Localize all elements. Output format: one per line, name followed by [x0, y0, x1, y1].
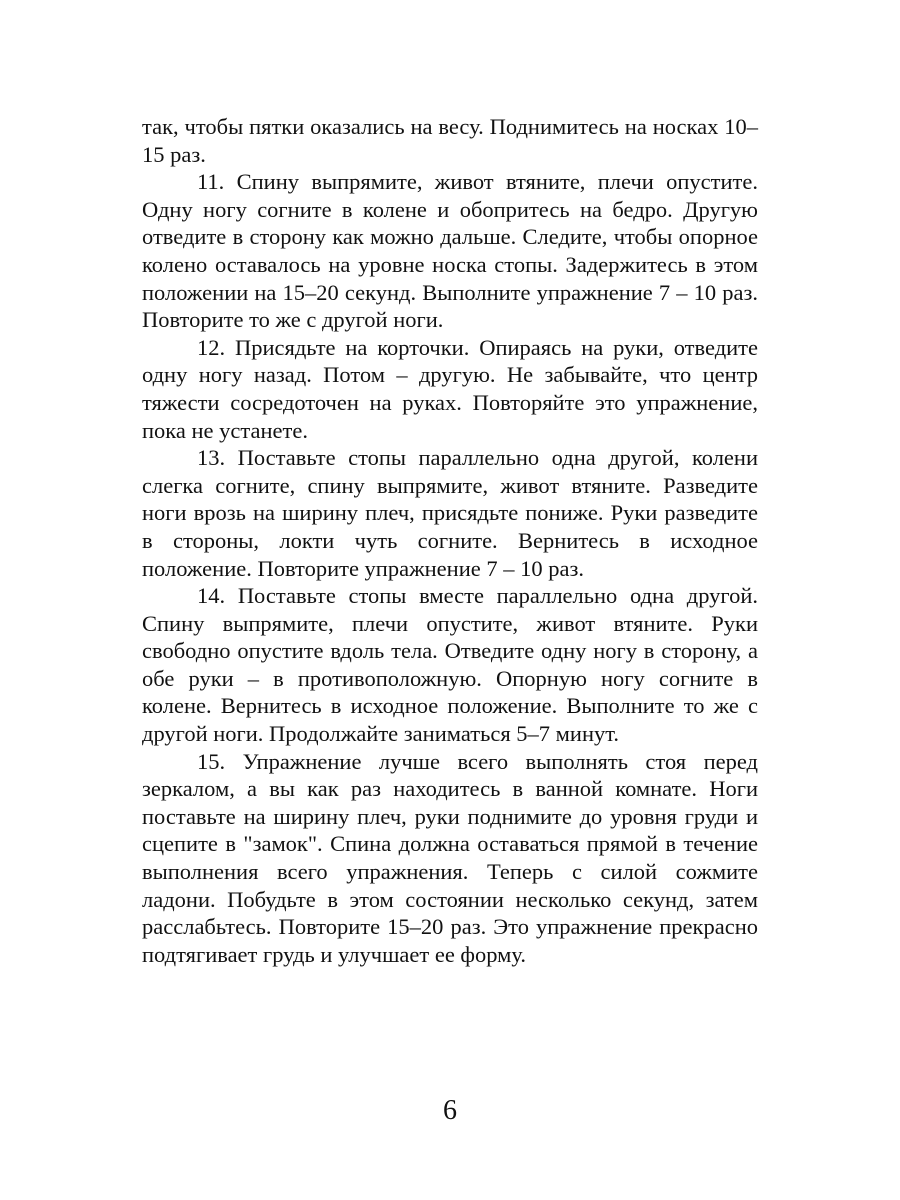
- paragraph-continuation: так, чтобы пятки оказались на весу. Поднимитесь на носках 10–15 раз.: [142, 114, 758, 167]
- body-text: [142, 113, 758, 968]
- paragraph-exercise-15: 15. Упражнение лучше всего выполнять стоя перед зеркалом, а вы как раз находитесь в ванной комнате. Ноги поставьте на ширину плеч, руки поднимите до уровня груди и сцепите в "замок". Спина должна оставаться прямой в течение выполнения всего упражнения. Теперь с силой сожмите ладони. Побудьте в этом состоянии несколько секунд, затем расслабьтесь. Повторите 15–20 раз. Это упражнение прекрасно подтягивает грудь и улучшает ее форму.: [142, 748, 758, 967]
- paragraph-exercise-11: 11. Спину выпрямите, живот втяните, плечи опустите. Одну ногу согните в колене и обопритесь на бедро. Другую отведите в сторону как можно дальше. Следите, чтобы опорное колено оставалось на уровне носка стопы. Задержитесь в этом положении на 15–20 секунд. Выполните упражнение 7 – 10 раз. Повторите то же с другой ноги.: [142, 169, 758, 333]
- paragraph-exercise-14: 14. Поставьте стопы вместе параллельно одна другой. Спину выпрямите, плечи опустите, живот втяните. Руки свободно опустите вдоль тела. Отведите одну ногу в сторону, а обе руки – в противоположную. Опорную ногу согните в колене. Вернитесь в исходное положение. Выполните то же с другой ноги. Продолжайте заниматься 5–7 минут.: [142, 583, 758, 747]
- page-number: 6: [443, 1095, 457, 1126]
- paragraph-exercise-13: 13. Поставьте стопы параллельно одна другой, колени слегка согните, спину выпрямите, живот втяните. Разведите ноги врозь на ширину плеч, присядьте пониже. Руки разведите в стороны, локти чуть согните. Вернитесь в исходное положение. Повторите упражнение 7 – 10 раз.: [142, 445, 758, 581]
- paragraph-exercise-12: 12. Присядьте на корточки. Опираясь на руки, отведите одну ногу назад. Потом – другую. Не забывайте, что центр тяжести сосредоточен на руках. Повторяйте это упражнение, пока не устанете.: [142, 334, 758, 443]
